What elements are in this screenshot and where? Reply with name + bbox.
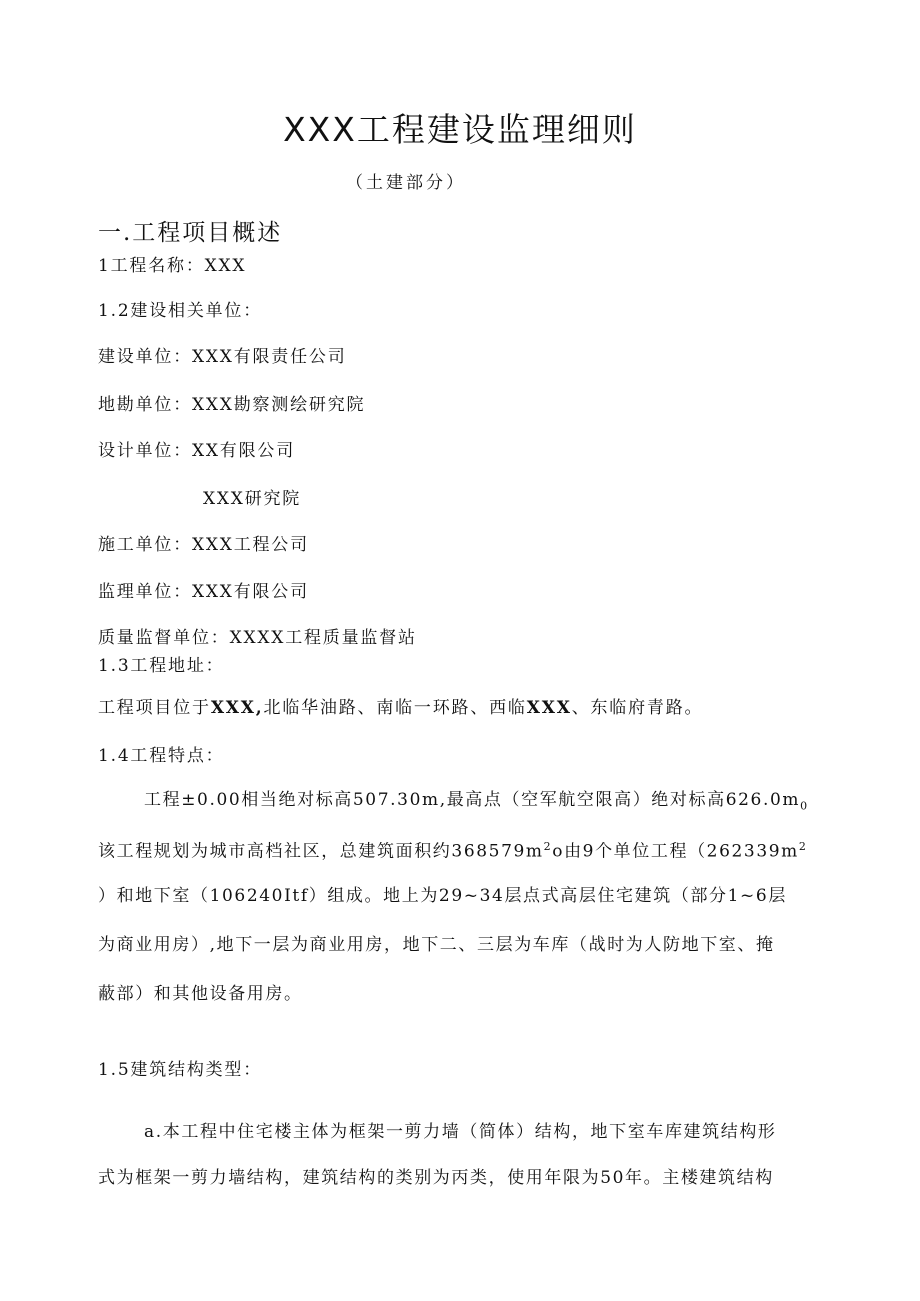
address-text: XXX <box>526 698 572 718</box>
design-unit-second: XXX研究院 <box>203 489 302 509</box>
structure-line: 式为框架一剪力墙结构，建筑结构的类别为丙类，使用年限为50年。主楼建筑结构 <box>98 1168 774 1188</box>
structure-heading: 1.5建筑结构类型： <box>98 1060 263 1080</box>
address-text: 工程项目位于 <box>98 698 211 718</box>
address-heading: 1.3工程地址： <box>98 656 225 676</box>
document-title: XXX工程建设监理细则 <box>283 110 637 149</box>
structure-line: a.本工程中住宅楼主体为框架一剪力墙（简体）结构，地下室车库建筑结构形 <box>144 1122 777 1142</box>
features-line <box>98 823 808 876</box>
survey-unit: 地勘单位：XXX勘察测绘研究院 <box>98 395 366 415</box>
features-line: ）和地下室（106240Itf）组成。地上为29~34层点式高层住宅建筑（部分1~6层 <box>98 886 787 906</box>
section-heading: 一.工程项目概述 <box>98 220 283 246</box>
project-name: 1工程名称：XXX <box>98 256 247 276</box>
features-text: o由9个单位工程（262339m <box>552 841 799 862</box>
document-subtitle: （土建部分） <box>346 173 466 193</box>
features-text: 工程±0.00相当绝对标高507.30m,最高点（空军航空限高）绝对标高626.0m <box>144 790 801 810</box>
design-unit: 设计单位：XX有限公司 <box>98 441 296 461</box>
features-heading: 1.4工程特点： <box>98 746 225 766</box>
features-text: 该工程规划为城市高档社区，总建筑面积约368579m <box>98 841 544 862</box>
construction-unit: 建设单位：XXX有限责任公司 <box>98 347 347 367</box>
superscript: 2 <box>543 840 553 853</box>
address-text: 、东临府青路。 <box>571 698 704 718</box>
subscript: 0 <box>800 799 809 813</box>
supervision-unit: 监理单位：XXX有限公司 <box>98 582 309 602</box>
builder-unit: 施工单位：XXX工程公司 <box>98 535 309 555</box>
address-text: XXX, <box>210 698 264 718</box>
address-text: 北临华油路、南临一环路、西临 <box>263 698 527 718</box>
quality-supervision-unit: 质量监督单位：XXXX工程质量监督站 <box>98 628 417 648</box>
superscript: 2 <box>798 840 808 853</box>
address-paragraph <box>98 693 703 718</box>
related-units-heading: 1.2建设相关单位： <box>98 301 263 321</box>
features-line: 蔽部）和其他设备用房。 <box>98 984 303 1004</box>
features-line: 为商业用房）,地下一层为商业用房，地下二、三层为车库（战时为人防地下室、掩 <box>98 935 775 955</box>
